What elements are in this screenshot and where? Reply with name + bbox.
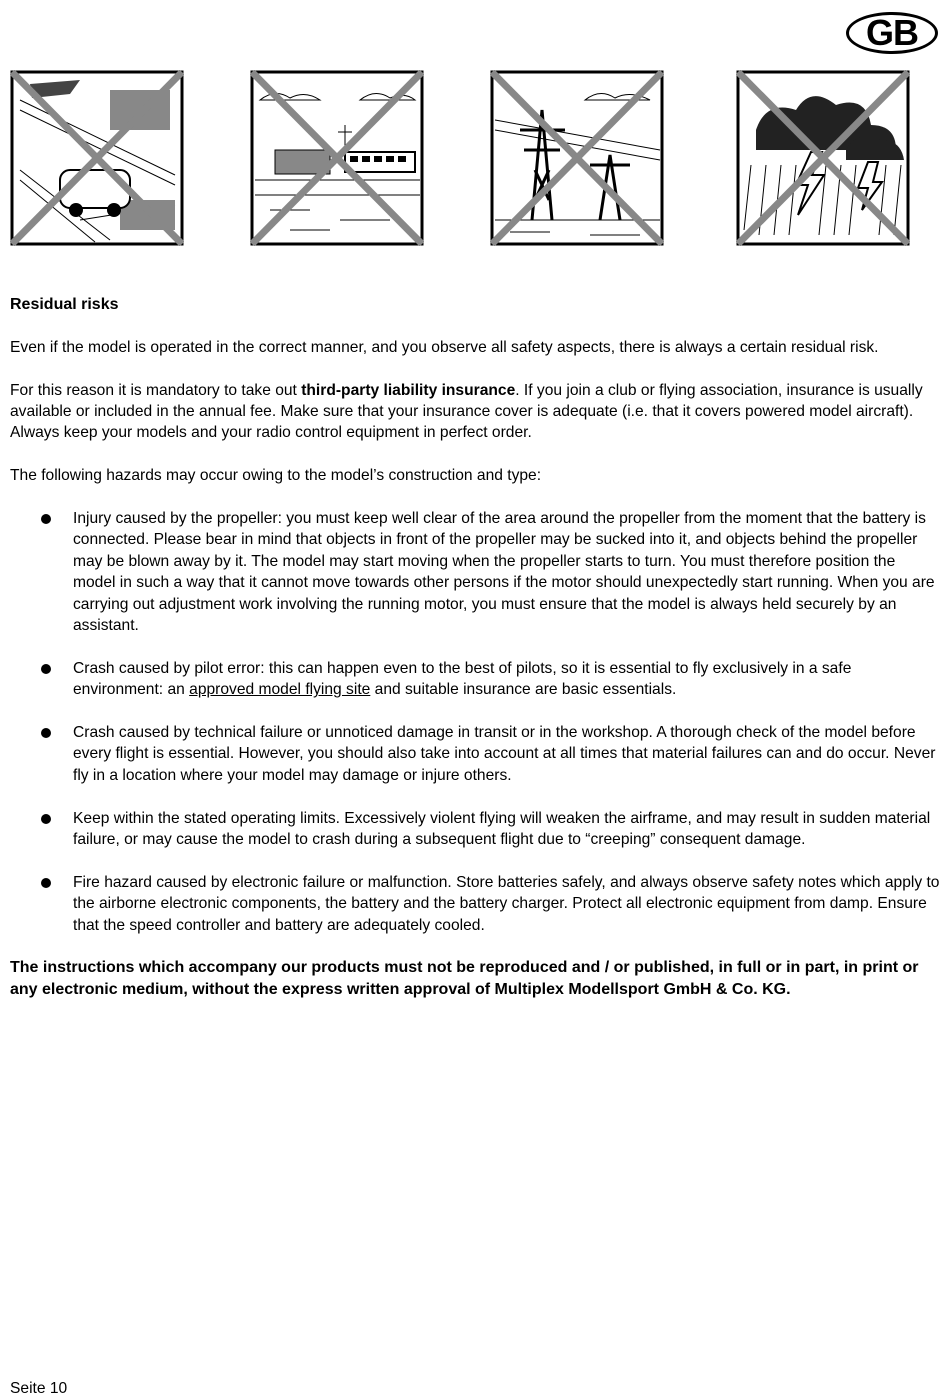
list-item: Injury caused by the propeller: you must keep well clear of the area around the propeller from the moment that the battery is connected. Please bear in mind that objects in front of the propeller may be sucked into it, and objects behind the propeller may be blown away by it. The model may start moving when the propeller starts to turn. You must therefore position the model in such a way that it cannot move towards other persons if the motor should unexpectedly start running. When you are carrying out adjustment work involving the running motor, you must ensure that the model is always held securely by an assistant. [10, 508, 940, 636]
language-badge: GB [846, 12, 938, 54]
list-item: Keep within the stated operating limits. Excessively violent flying will weaken the airframe, and may result in sudden material failure, or may cause the model to crash during a subsequent flight due to “creeping” consequent damage. [10, 808, 940, 851]
document-body [10, 294, 940, 1022]
list-item-text: Crash caused by pilot error: this can happen even to the best of pilots, so it is essential to fly exclusively in a safe environment: an [73, 659, 852, 699]
list-item [10, 658, 940, 701]
prohibited-thunderstorm-icon [736, 70, 910, 246]
paragraph-insurance [10, 380, 940, 444]
approved-site-emphasis: approved model flying site [189, 681, 371, 699]
section-heading: Residual risks [10, 296, 119, 313]
prohibited-road-traffic-icon [10, 70, 184, 246]
prohibited-railway-icon [250, 70, 424, 246]
insurance-emphasis: third-party liability insurance [301, 381, 516, 399]
page-number: Seite 10 [10, 1380, 68, 1397]
insurance-text-start: For this reason it is mandatory to take out [10, 381, 302, 399]
paragraph-residual-risk: Even if the model is operated in the correct manner, and you observe all safety aspects, there is always a certain residual risk. [10, 338, 879, 356]
hazard-list [10, 508, 940, 936]
paragraph-hazards-intro: The following hazards may occur owing to the model’s construction and type: [10, 467, 542, 485]
copyright-notice: The instructions which accompany our products must not be reproduced and / or published, in full or in part, in print or any electronic medium, without the express written approval of Multiplex Modellsport GmbH & Co. KG. [10, 959, 919, 998]
list-item-text: and suitable insurance are basic essentials. [370, 681, 677, 699]
prohibited-power-lines-icon [490, 70, 664, 246]
list-item: Fire hazard caused by electronic failure or malfunction. Store batteries safely, and always observe safety notes which apply to the airborne electronic components, the battery and the battery charger. Protect all electronic equipment from damp. Ensure that the speed controller and battery are adequately cooled. [10, 872, 940, 936]
list-item: Crash caused by technical failure or unnoticed damage in transit or in the workshop. A thorough check of the model before every flight is essential. However, you should also take into account at all times that material failures can and do occur. Never fly in a location where your model may damage or injure others. [10, 722, 940, 786]
insurance-text-end: . If you join a club or flying association, insurance is usually available or included in the annual fee. Make sure that your insurance cover is adequate (i.e. that it covers powered model aircraft). Always keep your models and your radio control equipment in perfect order. [10, 381, 923, 442]
